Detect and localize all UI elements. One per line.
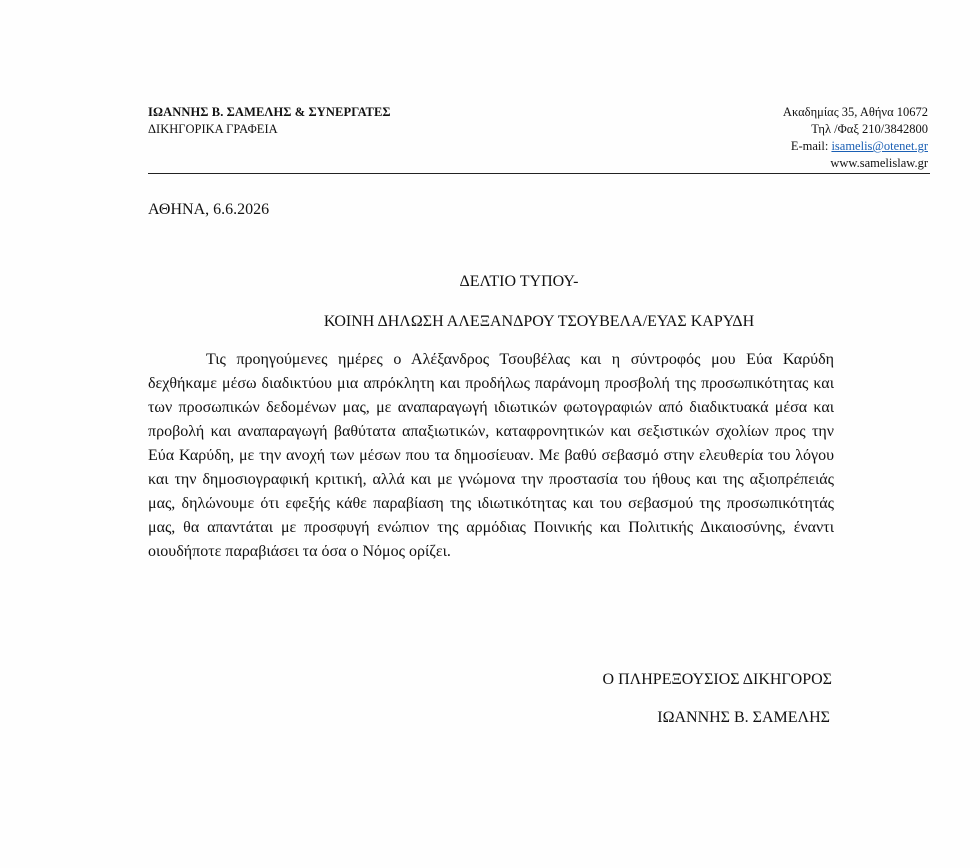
firm-email-line [783, 138, 928, 155]
firm-phone-fax: Τηλ /Φαξ 210/3842800 [811, 122, 928, 136]
letterhead-firm-block [148, 104, 391, 138]
firm-address: Ακαδημίας 35, Αθήνα 10672 [782, 105, 928, 119]
document-body: Τις προηγούμενες ημέρες ο Αλέξανδρος Τσουβέλας και η σύντροφός μου Εύα Καρύδη δεχθήκαμε μέσω διαδικτύου μια απρόκλητη και προδήλως παράνομη προσβολή της προσωπικότητας και των προσωπικών δεδομένων μας, με αναπαραγωγή ιδιωτικών φωτογραφιών από διαδικτυακά μέσα και προβολή και αναπαραγωγή βαθύτατα απαξιωτικών, καταφρονητικών και σεξιστικών σχολίων προς την Εύα Καρύδη, με την ανοχή των μέσων που τα δημοσίευαν. Με βαθύ σεβασμό στην ελευθερία του λόγου και την δημοσιογραφική κριτική, αλλά και με γνώμονα την προστασία του ήθους και της αξιοπρέπειάς μας, δηλώνουμε ότι εφεξής κάθε παραβίαση της ιδιωτικότητας και του σεβασμού της προσωπικότητάς μας, θα απαντάται με προσφυγή ενώπιον της αρμόδιας Ποινικής και Πολιτικής Δικαιοσύνης, έναντι οιουδήποτε παραβιάσει τα όσα ο Νόμος ορίζει. [148, 351, 834, 560]
email-link[interactable]: isamelis@otenet.gr [831, 139, 928, 153]
firm-name: ΙΩΑΝΝΗΣ Β. ΣΑΜΕΛΗΣ & ΣΥΝΕΡΓΑΤΕΣ [148, 105, 391, 119]
document-title: ΔΕΛΤΙΟ ΤΥΠΟΥ- [459, 273, 579, 290]
email-label: E-mail: [790, 139, 832, 153]
firm-subtitle: ΔΙΚΗΓΟΡΙΚΑ ΓΡΑΦΕΙΑ [148, 122, 278, 136]
signature-name: ΙΩΑΝΝΗΣ Β. ΣΑΜΕΛΗΣ [657, 709, 830, 726]
document-subtitle: ΚΟΙΝΗ ΔΗΛΩΣΗ ΑΛΕΞΑΝΔΡΟΥ ΤΣΟΥΒΕΛΑ/ΕΥΑΣ ΚΑΡΥΔΗ [323, 313, 755, 330]
signature-role: Ο ΠΛΗΡΕΞΟΥΣΙΟΣ ΔΙΚΗΓΟΡΟΣ [602, 671, 832, 688]
letterhead-contact-block [783, 104, 928, 172]
firm-website: www.samelislaw.gr [830, 156, 928, 170]
document-date: ΑΘΗΝΑ, 6.6.2026 [148, 201, 270, 218]
letterhead-divider [148, 173, 930, 174]
